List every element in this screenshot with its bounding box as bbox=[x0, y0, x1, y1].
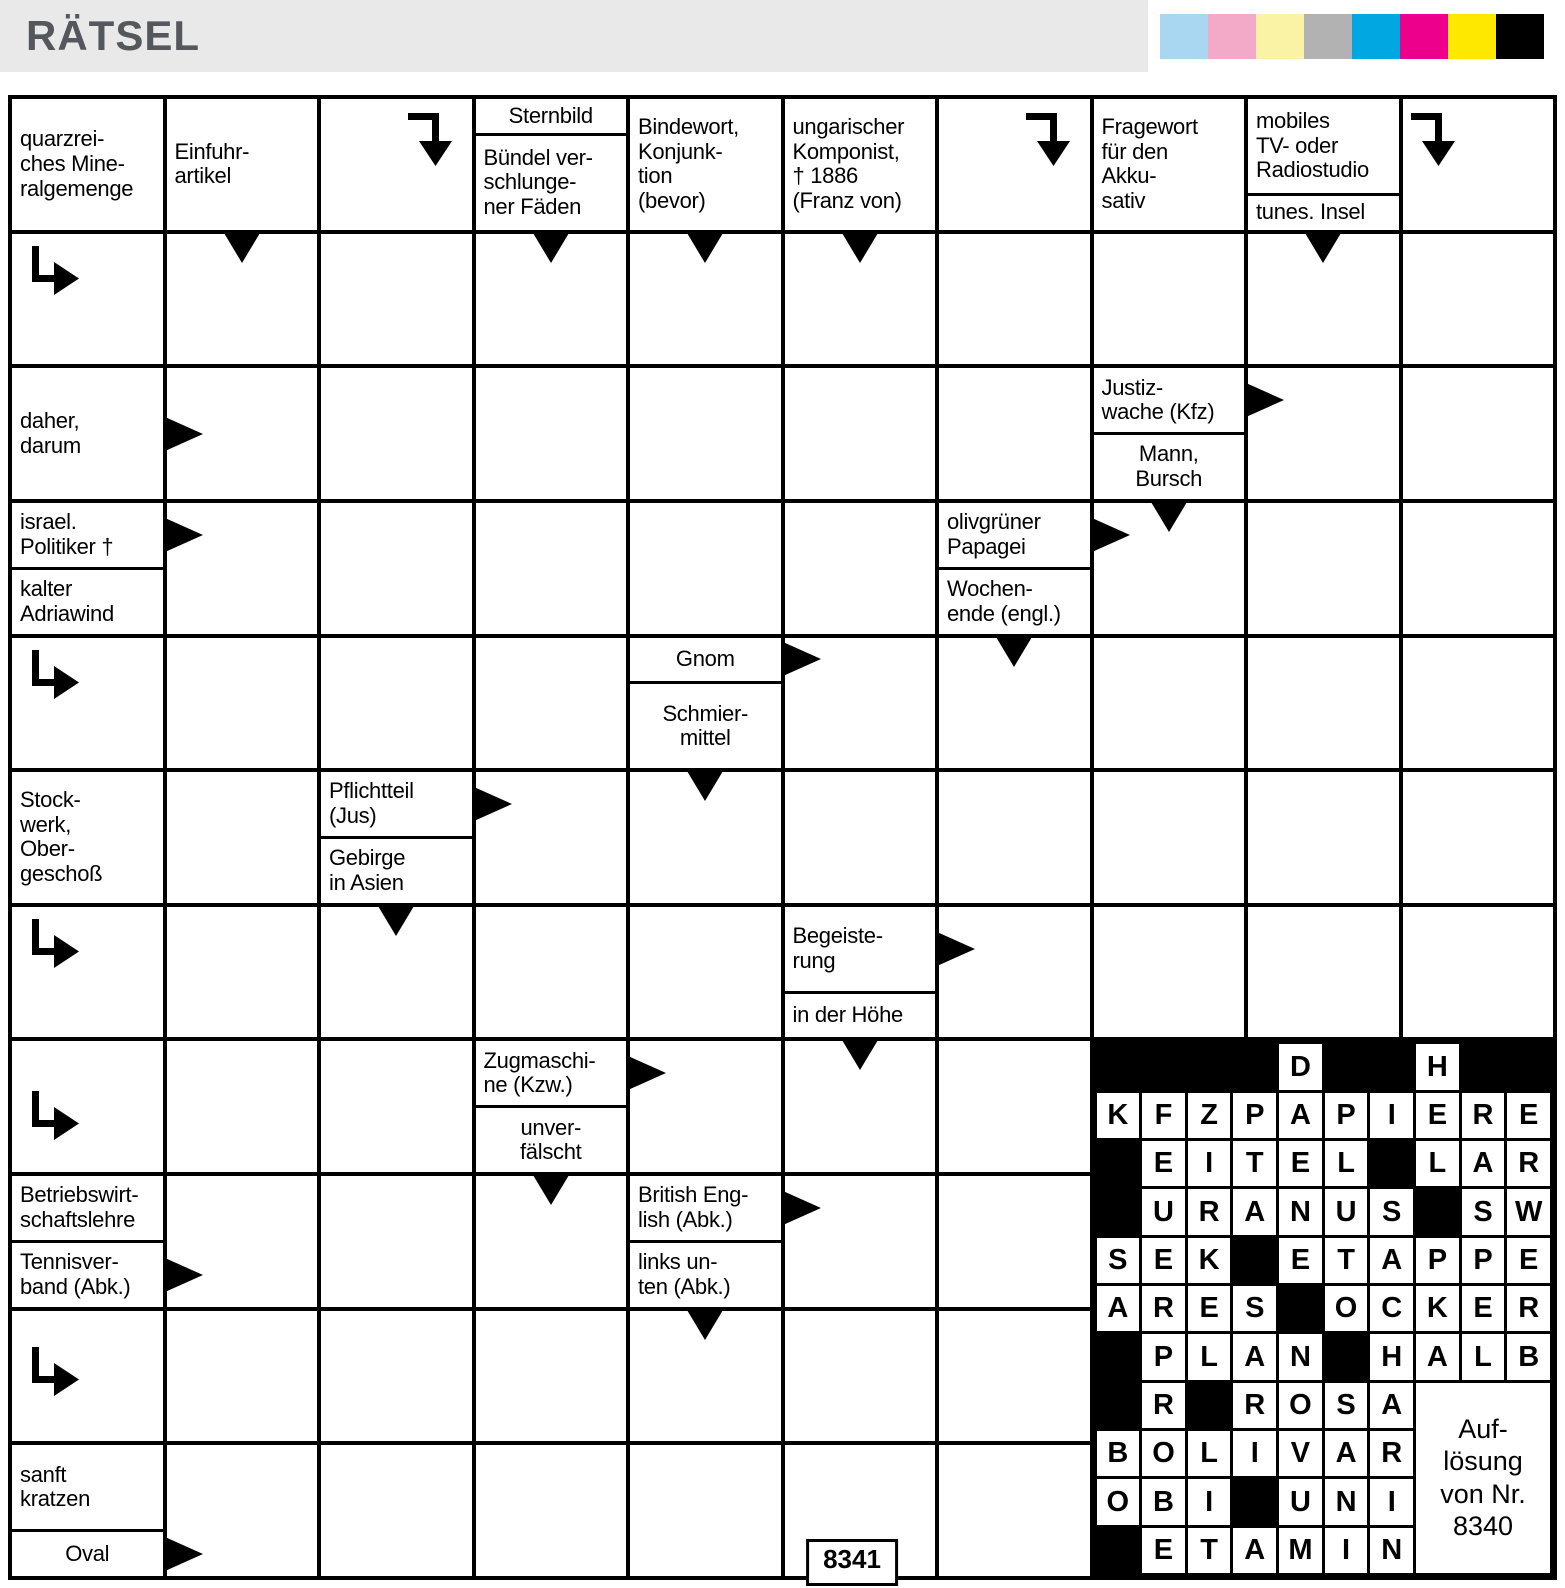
clue-text: Zugmaschi- ne (Kzw.) bbox=[476, 1041, 627, 1108]
clue-cell bbox=[10, 501, 165, 636]
solution-letter-cell: P bbox=[1325, 1093, 1368, 1138]
answer-cell[interactable] bbox=[1246, 770, 1401, 905]
clue-text: Mann, Bursch bbox=[1135, 441, 1203, 491]
clue-text: Gnom bbox=[630, 638, 781, 685]
clue-text: tunes. Insel bbox=[1256, 199, 1365, 225]
solution-letter-cell: E bbox=[1142, 1141, 1185, 1186]
clue-cell bbox=[628, 1174, 783, 1309]
answer-cell[interactable] bbox=[937, 97, 1092, 232]
arrow-right-icon bbox=[165, 1258, 203, 1292]
color-swatch bbox=[1304, 14, 1352, 59]
solution-letter-cell: R bbox=[1233, 1383, 1276, 1428]
answer-cell[interactable] bbox=[628, 905, 783, 1040]
solution-letter-cell: T bbox=[1325, 1238, 1368, 1283]
answer-cell[interactable] bbox=[165, 636, 320, 771]
answer-cell[interactable] bbox=[474, 636, 629, 771]
solution-letter-cell: E bbox=[1507, 1093, 1550, 1138]
clue-text: israel. Politiker † bbox=[12, 503, 163, 570]
solution-black-cell bbox=[1233, 1479, 1276, 1524]
answer-cell[interactable] bbox=[1401, 501, 1556, 636]
answer-cell[interactable] bbox=[319, 1443, 474, 1578]
solution-letter-cell: A bbox=[1233, 1334, 1276, 1379]
solution-letter-cell: L bbox=[1462, 1334, 1505, 1379]
clue-text: Wochen- ende (engl.) bbox=[947, 576, 1061, 626]
answer-cell[interactable] bbox=[628, 770, 783, 905]
solution-letter-cell: N bbox=[1370, 1528, 1413, 1573]
solution-black-cell bbox=[1370, 1044, 1413, 1089]
arrow-down-icon bbox=[533, 1175, 569, 1205]
clue-text: links un- ten (Abk.) bbox=[638, 1249, 731, 1299]
solution-black-cell bbox=[1097, 1189, 1140, 1234]
solution-letter-cell: R bbox=[1462, 1093, 1505, 1138]
solution-black-cell bbox=[1279, 1286, 1322, 1331]
solution-letter-cell: E bbox=[1142, 1238, 1185, 1283]
clue-text: Einfuhr- artikel bbox=[174, 138, 250, 189]
solution-black-cell bbox=[1188, 1044, 1231, 1089]
solution-letter-cell: K bbox=[1097, 1093, 1140, 1138]
clue-text: quarzrei- ches Mine- ralgemenge bbox=[20, 126, 134, 201]
answer-cell[interactable] bbox=[783, 770, 938, 905]
clue-cell bbox=[10, 1443, 165, 1578]
bend-down-arrow-icon bbox=[1411, 105, 1463, 167]
answer-cell[interactable] bbox=[319, 1039, 474, 1174]
bend-right-arrow-icon bbox=[20, 1091, 80, 1143]
answer-cell[interactable] bbox=[1401, 905, 1556, 1040]
solution-letter-cell: U bbox=[1325, 1189, 1368, 1234]
answer-cell[interactable] bbox=[937, 770, 1092, 905]
solution-letter-cell: K bbox=[1188, 1238, 1231, 1283]
solution-letter-cell: S bbox=[1462, 1189, 1505, 1234]
arrow-down-icon bbox=[224, 233, 260, 263]
solution-letter-cell: R bbox=[1188, 1189, 1231, 1234]
answer-cell[interactable] bbox=[937, 1443, 1092, 1578]
answer-cell[interactable] bbox=[165, 232, 320, 367]
solution-letter-cell: R bbox=[1142, 1286, 1185, 1331]
answer-cell[interactable] bbox=[628, 366, 783, 501]
arrow-down-icon bbox=[842, 233, 878, 263]
solution-letter-cell: L bbox=[1188, 1431, 1231, 1476]
solution-letter-cell: E bbox=[1279, 1141, 1322, 1186]
solution-letter-cell: A bbox=[1416, 1334, 1459, 1379]
solution-letter-cell: L bbox=[1188, 1334, 1231, 1379]
answer-cell[interactable] bbox=[937, 1174, 1092, 1309]
clue-text: ungarischer Komponist, † 1886 (Franz von) bbox=[792, 114, 905, 213]
answer-cell[interactable] bbox=[1401, 232, 1556, 367]
color-swatch bbox=[1256, 14, 1304, 59]
solution-caption: Auf- lösung von Nr. 8340 bbox=[1416, 1383, 1550, 1573]
solution-letter-cell: E bbox=[1188, 1286, 1231, 1331]
solution-letter-cell: E bbox=[1462, 1286, 1505, 1331]
arrow-right-icon bbox=[937, 932, 975, 966]
answer-cell[interactable] bbox=[1246, 905, 1401, 1040]
answer-cell[interactable] bbox=[474, 366, 629, 501]
arrow-right-icon bbox=[165, 1537, 203, 1571]
arrow-down-icon bbox=[687, 233, 723, 263]
solution-letter-cell: S bbox=[1097, 1238, 1140, 1283]
solution-letter-cell: W bbox=[1507, 1189, 1550, 1234]
solution-black-cell bbox=[1097, 1044, 1140, 1089]
answer-cell[interactable] bbox=[628, 501, 783, 636]
solution-black-cell bbox=[1507, 1044, 1550, 1089]
clue-text: Betriebswirt- schaftslehre bbox=[12, 1176, 163, 1243]
solution-grid bbox=[1092, 1039, 1556, 1578]
answer-cell[interactable] bbox=[1401, 770, 1556, 905]
solution-letter-cell: S bbox=[1233, 1286, 1276, 1331]
solution-black-cell bbox=[1097, 1528, 1140, 1573]
answer-cell[interactable] bbox=[165, 770, 320, 905]
solution-letter-cell: O bbox=[1097, 1479, 1140, 1524]
solution-letter-cell: C bbox=[1370, 1286, 1413, 1331]
solution-letter-cell: N bbox=[1279, 1189, 1322, 1234]
solution-letter-cell: K bbox=[1416, 1286, 1459, 1331]
clue-cell bbox=[1246, 97, 1401, 232]
solution-letter-cell: R bbox=[1507, 1141, 1550, 1186]
arrow-right-icon bbox=[1246, 383, 1284, 417]
clue-text: unver- fälscht bbox=[520, 1114, 582, 1165]
answer-cell[interactable] bbox=[474, 232, 629, 367]
answer-cell[interactable] bbox=[165, 905, 320, 1040]
solution-letter-cell: I bbox=[1188, 1141, 1231, 1186]
solution-letter-cell: I bbox=[1188, 1479, 1231, 1524]
solution-letter-cell: A bbox=[1462, 1141, 1505, 1186]
answer-cell[interactable] bbox=[937, 366, 1092, 501]
answer-cell[interactable] bbox=[319, 1309, 474, 1444]
solution-letter-cell: H bbox=[1370, 1334, 1413, 1379]
answer-cell[interactable] bbox=[783, 366, 938, 501]
answer-cell[interactable] bbox=[10, 232, 165, 367]
answer-cell[interactable] bbox=[1092, 905, 1247, 1040]
answer-cell[interactable] bbox=[10, 636, 165, 771]
answer-cell[interactable] bbox=[474, 905, 629, 1040]
answer-cell[interactable] bbox=[937, 232, 1092, 367]
clue-text: Sternbild bbox=[476, 99, 627, 136]
crossword-grid bbox=[8, 95, 1557, 1580]
solution-letter-cell: N bbox=[1279, 1334, 1322, 1379]
clue-text: daher, darum bbox=[12, 368, 163, 499]
puzzle-number: 8341 bbox=[806, 1539, 898, 1586]
answer-cell[interactable] bbox=[319, 636, 474, 771]
answer-cell[interactable] bbox=[937, 636, 1092, 771]
answer-cell[interactable] bbox=[783, 501, 938, 636]
clue-cell bbox=[10, 770, 165, 905]
answer-cell[interactable] bbox=[319, 1174, 474, 1309]
solution-letter-cell: A bbox=[1325, 1431, 1368, 1476]
solution-black-cell bbox=[1097, 1334, 1140, 1379]
solution-letter-cell: E bbox=[1142, 1528, 1185, 1573]
answer-cell[interactable] bbox=[1401, 366, 1556, 501]
color-swatch bbox=[1496, 14, 1544, 59]
color-swatch bbox=[1208, 14, 1256, 59]
clue-cell bbox=[628, 636, 783, 771]
answer-cell[interactable] bbox=[10, 905, 165, 1040]
solution-letter-cell: S bbox=[1370, 1189, 1413, 1234]
arrow-right-icon bbox=[628, 1056, 666, 1090]
clue-text: Begeiste- rung bbox=[785, 907, 936, 994]
answer-cell[interactable] bbox=[1401, 97, 1556, 232]
answer-cell[interactable] bbox=[628, 1443, 783, 1578]
print-color-calibration-bar bbox=[1148, 0, 1565, 72]
solution-letter-cell: A bbox=[1097, 1286, 1140, 1331]
solution-letter-cell: R bbox=[1370, 1431, 1413, 1476]
solution-letter-cell: L bbox=[1416, 1141, 1459, 1186]
clue-text: Fragewort für den Akku- sativ bbox=[1101, 114, 1198, 213]
clue-text: British Eng- lish (Abk.) bbox=[630, 1176, 781, 1243]
answer-cell[interactable] bbox=[474, 1174, 629, 1309]
clue-text: olivgrüner Papagei bbox=[939, 503, 1090, 570]
answer-cell[interactable] bbox=[1401, 636, 1556, 771]
solution-letter-cell: I bbox=[1370, 1479, 1413, 1524]
bend-down-arrow-icon bbox=[1026, 105, 1078, 167]
page-title: RÄTSEL bbox=[26, 12, 200, 59]
answer-cell[interactable] bbox=[937, 905, 1092, 1040]
solution-letter-cell: R bbox=[1507, 1286, 1550, 1331]
clue-cell bbox=[474, 97, 629, 232]
solution-letter-cell: T bbox=[1233, 1141, 1276, 1186]
clue-text: Schmier- mittel bbox=[662, 700, 749, 751]
arrow-right-icon bbox=[783, 1191, 821, 1225]
solution-letter-cell: B bbox=[1097, 1431, 1140, 1476]
bend-down-arrow-icon bbox=[408, 105, 460, 167]
bend-right-arrow-icon bbox=[20, 650, 80, 702]
answer-cell[interactable] bbox=[319, 501, 474, 636]
solution-letter-cell: P bbox=[1142, 1334, 1185, 1379]
answer-cell[interactable] bbox=[319, 97, 474, 232]
solution-black-cell bbox=[1370, 1141, 1413, 1186]
answer-cell[interactable] bbox=[1246, 232, 1401, 367]
color-swatch bbox=[1352, 14, 1400, 59]
solution-letter-cell: M bbox=[1279, 1528, 1322, 1573]
arrow-down-icon bbox=[687, 1310, 723, 1340]
solution-letter-cell: O bbox=[1325, 1286, 1368, 1331]
solution-letter-cell: B bbox=[1507, 1334, 1550, 1379]
bend-right-arrow-icon bbox=[20, 1347, 80, 1399]
solution-letter-cell: E bbox=[1507, 1238, 1550, 1283]
solution-letter-cell: H bbox=[1416, 1044, 1459, 1089]
arrow-right-icon bbox=[474, 787, 512, 821]
solution-black-cell bbox=[1325, 1044, 1368, 1089]
answer-cell[interactable] bbox=[10, 1309, 165, 1444]
clue-cell bbox=[783, 97, 938, 232]
solution-letter-cell: A bbox=[1233, 1528, 1276, 1573]
solution-letter-cell: U bbox=[1279, 1479, 1322, 1524]
answer-cell[interactable] bbox=[937, 1309, 1092, 1444]
solution-letter-cell: V bbox=[1279, 1431, 1322, 1476]
answer-cell[interactable] bbox=[1246, 636, 1401, 771]
solution-letter-cell: P bbox=[1416, 1238, 1459, 1283]
answer-cell[interactable] bbox=[1092, 770, 1247, 905]
clue-text: kalter Adriawind bbox=[20, 576, 114, 626]
solution-letter-cell: D bbox=[1279, 1044, 1322, 1089]
answer-cell[interactable] bbox=[628, 1309, 783, 1444]
solution-letter-cell: L bbox=[1325, 1141, 1368, 1186]
answer-cell[interactable] bbox=[783, 1309, 938, 1444]
solution-letter-cell: I bbox=[1370, 1093, 1413, 1138]
clue-text: Pflichtteil (Jus) bbox=[321, 772, 472, 839]
bend-right-arrow-icon bbox=[20, 919, 80, 971]
arrow-down-icon bbox=[378, 906, 414, 936]
solution-letter-cell: Z bbox=[1188, 1093, 1231, 1138]
clue-cell bbox=[1092, 366, 1247, 501]
clue-cell bbox=[474, 1039, 629, 1174]
answer-cell[interactable] bbox=[937, 1039, 1092, 1174]
color-swatch bbox=[1160, 14, 1208, 59]
arrow-down-icon bbox=[1151, 502, 1187, 532]
solution-letter-cell: A bbox=[1279, 1093, 1322, 1138]
clue-text: Bindewort, Konjunk- tion (bevor) bbox=[638, 114, 739, 213]
answer-cell[interactable] bbox=[10, 1039, 165, 1174]
solution-black-cell bbox=[1233, 1044, 1276, 1089]
answer-cell[interactable] bbox=[319, 905, 474, 1040]
clue-text: Oval bbox=[12, 1532, 163, 1576]
solution-letter-cell: O bbox=[1279, 1383, 1322, 1428]
solution-black-cell bbox=[1097, 1141, 1140, 1186]
solution-letter-cell: O bbox=[1142, 1431, 1185, 1476]
solution-letter-cell: U bbox=[1142, 1189, 1185, 1234]
answer-cell[interactable] bbox=[474, 501, 629, 636]
clue-text: Gebirge in Asien bbox=[329, 845, 406, 895]
clue-text: in der Höhe bbox=[792, 1002, 903, 1028]
solution-letter-cell: S bbox=[1325, 1383, 1368, 1428]
solution-black-cell bbox=[1462, 1044, 1505, 1089]
answer-cell[interactable] bbox=[783, 1039, 938, 1174]
arrow-down-icon bbox=[533, 233, 569, 263]
solution-letter-cell: R bbox=[1142, 1383, 1185, 1428]
clue-cell bbox=[10, 97, 165, 232]
solution-letter-cell: F bbox=[1142, 1093, 1185, 1138]
clue-text: Tennisver- band (Abk.) bbox=[12, 1243, 163, 1307]
solution-black-cell bbox=[1188, 1383, 1231, 1428]
solution-letter-cell: E bbox=[1279, 1238, 1322, 1283]
answer-cell[interactable] bbox=[628, 232, 783, 367]
solution-letter-cell: P bbox=[1462, 1238, 1505, 1283]
clue-cell bbox=[628, 97, 783, 232]
arrow-down-icon bbox=[996, 637, 1032, 667]
solution-black-cell bbox=[1416, 1189, 1459, 1234]
answer-cell[interactable] bbox=[474, 1443, 629, 1578]
solution-black-cell bbox=[1142, 1044, 1185, 1089]
solution-letter-cell: B bbox=[1142, 1479, 1185, 1524]
solution-letter-cell: I bbox=[1325, 1528, 1368, 1573]
answer-cell[interactable] bbox=[165, 1309, 320, 1444]
clue-cell bbox=[783, 905, 938, 1040]
arrow-down-icon bbox=[842, 1040, 878, 1070]
clue-text: mobiles TV- oder Radiostudio bbox=[1248, 99, 1399, 196]
solution-black-cell bbox=[1325, 1334, 1368, 1379]
color-swatch bbox=[1400, 14, 1448, 59]
solution-letter-cell: P bbox=[1233, 1093, 1276, 1138]
arrow-right-icon bbox=[783, 642, 821, 676]
clue-text: Justiz- wache (Kfz) bbox=[1094, 368, 1245, 435]
clue-text: sanft kratzen bbox=[12, 1445, 163, 1532]
answer-cell[interactable] bbox=[319, 366, 474, 501]
answer-cell[interactable] bbox=[474, 1309, 629, 1444]
answer-cell[interactable] bbox=[1092, 636, 1247, 771]
clue-cell bbox=[937, 501, 1092, 636]
clue-text: Bündel ver- schlunge- ner Fäden bbox=[483, 144, 593, 220]
arrow-down-icon bbox=[1305, 233, 1341, 263]
arrow-right-icon bbox=[165, 417, 203, 451]
arrow-right-icon bbox=[165, 518, 203, 552]
answer-cell[interactable] bbox=[319, 232, 474, 367]
arrow-right-icon bbox=[1092, 518, 1130, 552]
clue-text: Stock- werk, Ober- geschoß bbox=[20, 787, 103, 887]
answer-cell[interactable] bbox=[1246, 501, 1401, 636]
color-swatch bbox=[1448, 14, 1496, 59]
solution-letter-cell: A bbox=[1233, 1189, 1276, 1234]
page-header bbox=[0, 0, 1565, 72]
clue-cell bbox=[165, 97, 320, 232]
clue-cell bbox=[10, 1174, 165, 1309]
bend-right-arrow-icon bbox=[20, 246, 80, 298]
clue-cell bbox=[10, 366, 165, 501]
arrow-down-icon bbox=[687, 771, 723, 801]
answer-cell[interactable] bbox=[165, 1039, 320, 1174]
solution-letter-cell: E bbox=[1416, 1093, 1459, 1138]
clue-cell bbox=[319, 770, 474, 905]
solution-letter-cell: N bbox=[1325, 1479, 1368, 1524]
solution-letter-cell: A bbox=[1370, 1238, 1413, 1283]
answer-cell[interactable] bbox=[1092, 232, 1247, 367]
clue-cell bbox=[1092, 97, 1247, 232]
solution-black-cell bbox=[1097, 1383, 1140, 1428]
solution-letter-cell: T bbox=[1188, 1528, 1231, 1573]
solution-letter-cell: A bbox=[1370, 1383, 1413, 1428]
answer-cell[interactable] bbox=[783, 232, 938, 367]
solution-black-cell bbox=[1233, 1238, 1276, 1283]
solution-letter-cell: I bbox=[1233, 1431, 1276, 1476]
